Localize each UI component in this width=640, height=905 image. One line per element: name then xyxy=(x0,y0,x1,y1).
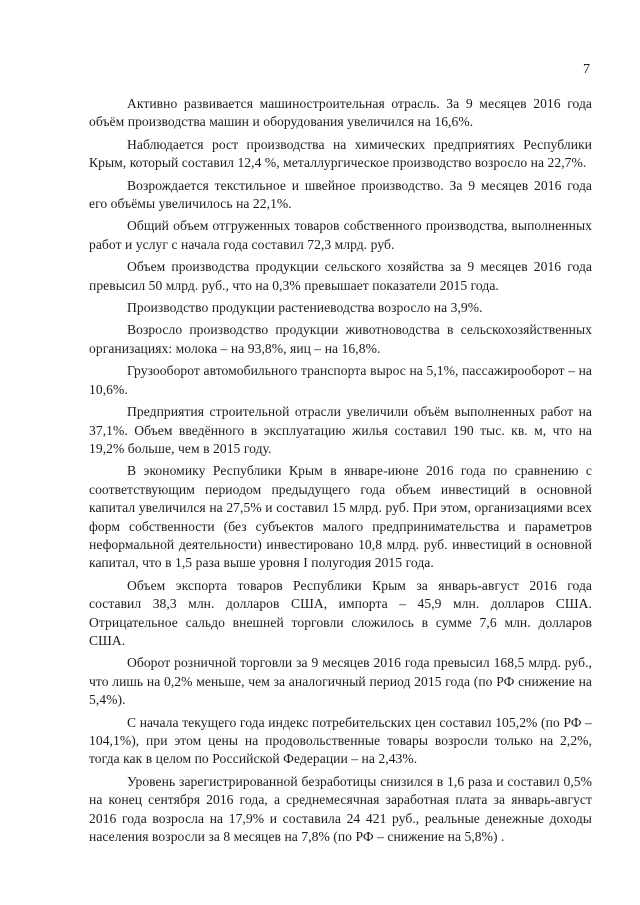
paragraph-agriculture: Объем производства продукции сельского хозяйства за 9 месяцев 2016 года превысил 50 млрд. руб., что на 0,3% превышает показатели 2015 года. xyxy=(89,259,592,293)
document-body xyxy=(89,95,592,850)
paragraph-construction: Предприятия строительной отрасли увеличили объём выполненных работ на 37,1%. Объем введённого в эксплуатацию жилья составил 190 тыс. кв. м, что на 19,2% больше, чем в 2015 году. xyxy=(89,404,592,456)
paragraph-consumer-prices: С начала текущего года индекс потребительских цен составил 105,2% (по РФ – 104,1%), при этом цены на продовольственные товары возросли только на 2,2%, тогда как в целом по Российской Федерации – на 2,43%. xyxy=(89,714,592,767)
paragraph-freight-turnover: Грузооборот автомобильного транспорта вырос на 5,1%, пассажирооборот – на 10,6%. xyxy=(89,363,592,397)
paragraph-retail-trade: Оборот розничной торговли за 9 месяцев 2016 года превысил 168,5 млрд. руб., что лишь на 0,2% меньше, чем за аналогичный период 2015 года (по РФ снижение на 5,4%). xyxy=(89,655,592,708)
paragraph-livestock: Возросло производство продукции животноводства в сельскохозяйственных организациях: молока – на 93,8%, яиц – на 16,8%. xyxy=(89,322,592,356)
paragraph-export-import: Объем экспорта товаров Республики Крым за январь-август 2016 года составил 38,3 млн. долларов США, импорта – 45,9 млн. долларов США. Отрицательное сальдо внешней торговли сложилось в сумме 7,6 млн. долларов США. xyxy=(89,577,592,648)
paragraph-textile-industry: Возрождается текстильное и швейное производство. За 9 месяцев 2016 года его объёмы увеличилось на 22,1%. xyxy=(89,177,592,212)
paragraph-investment: В экономику Республики Крым в январе-июне 2016 года по сравнению с соответствующим периодом предыдущего года объем инвестиций в основной капитал увеличился на 27,5% и составил 15 млрд. руб. При этом, организациями всех форм собственности (без субъектов малого предпринимательства и параметров неформальной деятельности) инвестировано 10,8 млрд. руб. инвестиций в основной капитал, что в 1,5 раза выше уровня I полугодия 2015 года. xyxy=(89,463,592,571)
paragraph-shipped-goods: Общий объем отгруженных товаров собственного производства, выполненных работ и услуг с начала года составил 72,3 млрд. руб. xyxy=(89,218,592,252)
page-number: 7 xyxy=(583,62,590,77)
paragraph-crop-production: Производство продукции растениеводства возросло на 3,9%. xyxy=(127,300,483,316)
paragraph-chemical-industry: Наблюдается рост производства на химических предприятиях Республики Крым, который составил 12,4 %, металлургическое производство возросло на 22,7%. xyxy=(89,136,592,171)
paragraph-unemployment: Уровень зарегистрированной безработицы снизился в 1,6 раза и составил 0,5% на конец сентября 2016 года, а среднемесячная заработная плата за январь-август 2016 года возросла на 17,9% и составила 24 421 руб., реальные денежные доходы населения возросли за 8 месяцев на 7,8% (по РФ – снижение на 5,8%) . xyxy=(89,773,592,845)
paragraph-machine-building: Активно развивается машиностроительная отрасль. За 9 месяцев 2016 года объём производства машин и оборудования увеличился на 16,6%. xyxy=(89,96,592,130)
